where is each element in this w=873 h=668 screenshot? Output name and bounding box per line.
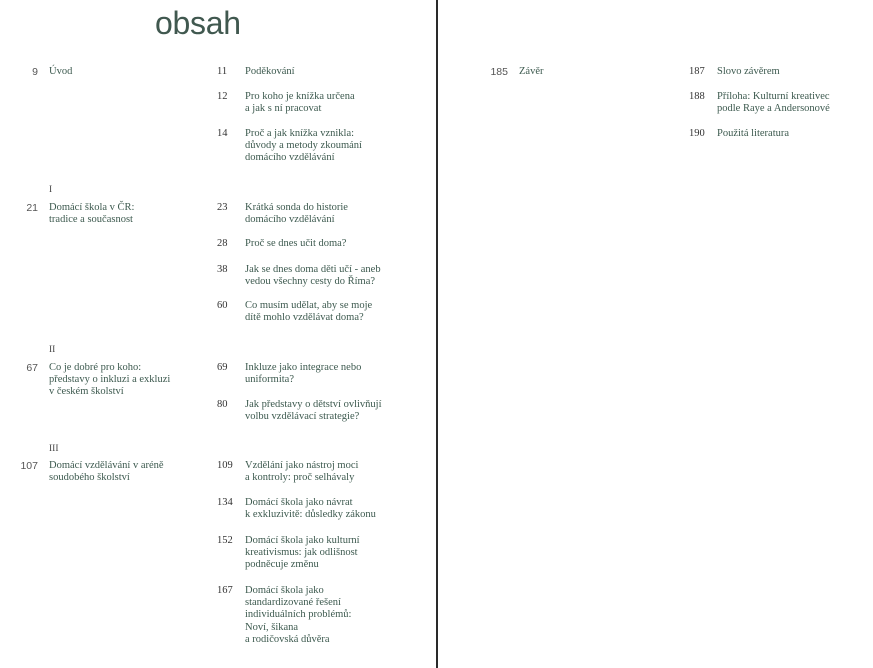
page-title: obsah (155, 5, 241, 41)
chapter-title[interactable]: Příloha: Kulturní kreativec podle Raye a Andersonové (717, 91, 830, 115)
chapter-page-number: 14 (217, 128, 228, 139)
chapter-title[interactable]: Proč se dnes učit doma? (245, 238, 347, 249)
chapter-page-number: 187 (689, 66, 705, 77)
chapter-title[interactable]: Použitá literatura (717, 128, 790, 139)
chapter-title[interactable]: Inkluze jako integrace nebo uniformita? (245, 362, 362, 386)
chapter-page-number: 11 (217, 66, 228, 77)
section-title[interactable]: Co je dobré pro koho: představy o inkluzi a exkluzi v českém školství (49, 362, 171, 398)
part-numeral-2: II (49, 345, 56, 355)
section-title[interactable]: Domácí vzdělávání v aréně soudobého školství (49, 460, 164, 484)
chapter-title[interactable]: Co musím udělat, aby se moje dítě mohlo vzdělávat doma? (245, 300, 373, 324)
section-page-number: 67 (26, 362, 38, 374)
chapter-title[interactable]: Pro koho je knížka určena a jak s ní pracovat (245, 91, 355, 115)
section-page-number: 21 (26, 202, 38, 214)
section-title[interactable]: Úvod (49, 66, 73, 77)
chapter-title[interactable]: Jak představy o dětství ovlivňují volbu vzdělávací strategie? (245, 399, 382, 423)
chapter-page-number: 188 (689, 91, 705, 102)
part-numeral-1: I (49, 185, 53, 195)
chapter-page-number: 152 (217, 535, 233, 546)
chapter-page-number: 80 (217, 399, 228, 410)
chapter-page-number: 60 (217, 300, 228, 311)
chapter-title[interactable]: Vzdělání jako nástroj moci a kontroly: proč selhávaly (245, 460, 359, 484)
chapter-title[interactable]: Jak se dnes doma děti učí - aneb vedou všechny cesty do Říma? (245, 264, 381, 288)
section-title[interactable]: Domácí škola v ČR: tradice a současnost (49, 202, 135, 226)
section-page-number: 185 (490, 66, 508, 78)
chapter-page-number: 190 (689, 128, 705, 139)
chapter-title[interactable]: Poděkování (245, 66, 295, 77)
chapter-title[interactable]: Slovo závěrem (717, 66, 780, 77)
chapter-page-number: 23 (217, 202, 228, 213)
chapter-page-number: 69 (217, 362, 228, 373)
chapter-page-number: 28 (217, 238, 228, 249)
chapter-page-number: 12 (217, 91, 228, 102)
chapter-title[interactable]: Domácí škola jako standardizované řešení individuálních problémů: Noví, šikana a rodičovská důvěra (245, 585, 352, 645)
section-page-number: 107 (20, 460, 38, 472)
section-page-number: 9 (32, 66, 38, 78)
section-title[interactable]: Závěr (519, 66, 544, 77)
chapter-page-number: 109 (217, 460, 233, 471)
chapter-page-number: 167 (217, 585, 233, 596)
chapter-title[interactable]: Domácí škola jako návrat k exkluzivitě: důsledky zákonu (245, 497, 376, 521)
chapter-title[interactable]: Krátká sonda do historie domácího vzdělávání (245, 202, 348, 226)
chapter-page-number: 38 (217, 264, 228, 275)
page-divider (436, 0, 438, 668)
chapter-page-number: 134 (217, 497, 233, 508)
part-numeral-3: III (49, 444, 59, 454)
chapter-title[interactable]: Proč a jak knížka vznikla: důvody a metody zkoumání domácího vzdělávání (245, 128, 362, 164)
chapter-title[interactable]: Domácí škola jako kulturní kreativismus: jak odlišnost podněcuje změnu (245, 535, 360, 571)
